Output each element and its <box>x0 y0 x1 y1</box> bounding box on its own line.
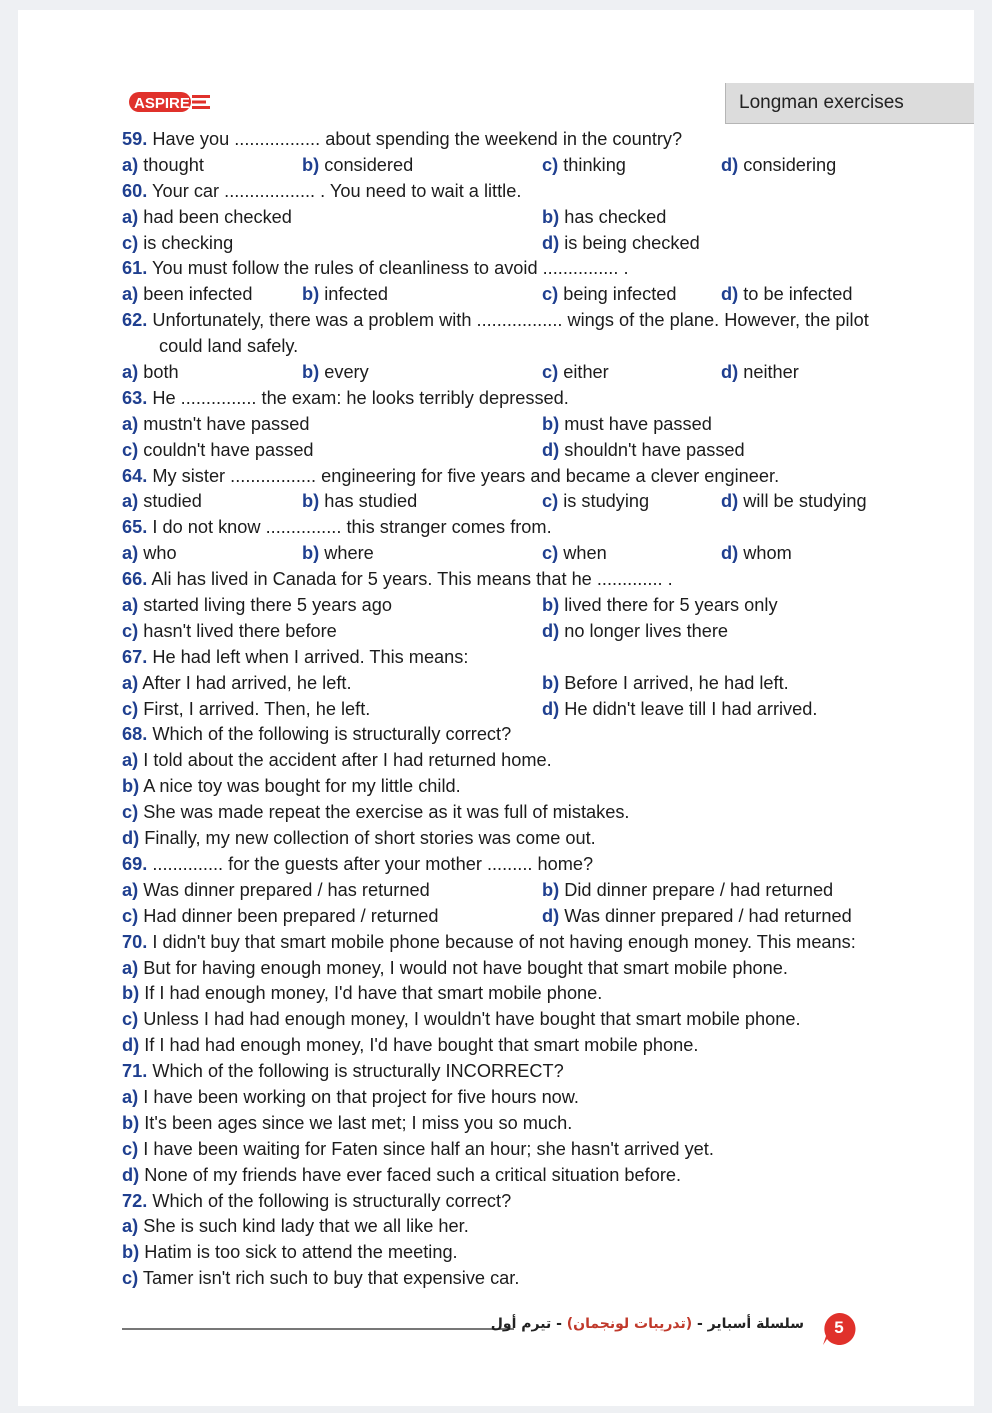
option-row <box>122 697 922 723</box>
question-text: .............. for the guests after your mother ......... home? <box>152 853 594 874</box>
option-letter: a) <box>122 543 139 564</box>
option-text: None of my friends have ever faced such a critical situation before. <box>144 1164 682 1185</box>
option-text: who <box>143 543 177 564</box>
footer-series: سلسلة أسباير - <box>697 1316 804 1332</box>
option-text: Finally, my new collection of short stories was come out. <box>144 828 596 849</box>
option-text: being infected <box>563 284 677 305</box>
option-text: is checking <box>143 232 234 253</box>
option-letter: c) <box>542 491 559 512</box>
option-text: If I had had enough money, I'd have bought that smart mobile phone. <box>144 1035 699 1056</box>
answer-option <box>542 360 609 386</box>
question <box>122 308 922 334</box>
option-row <box>122 800 922 826</box>
answer-option <box>542 541 607 567</box>
option-text: She is such kind lady that we all like her. <box>143 1216 469 1237</box>
question <box>122 464 922 490</box>
question-number: 62. <box>122 310 148 331</box>
option-text: considered <box>324 154 414 175</box>
question <box>122 386 922 412</box>
option-row <box>122 412 922 438</box>
option-text: I have been working on that project for five hours now. <box>143 1086 579 1107</box>
option-text: neither <box>743 362 799 383</box>
option-text: been infected <box>143 284 253 305</box>
question-text: Ali has lived in Canada for 5 years. This means that he ............. . <box>151 569 673 590</box>
option-row <box>122 1085 922 1111</box>
option-letter: b) <box>542 879 560 900</box>
answer-option <box>122 231 233 257</box>
answer-option <box>721 489 867 515</box>
option-letter: c) <box>122 439 139 460</box>
option-text: when <box>563 543 607 564</box>
answer-option <box>542 878 833 904</box>
option-text: is studying <box>563 491 650 512</box>
option-text: where <box>324 543 374 564</box>
answer-option <box>122 1033 698 1059</box>
option-text: has studied <box>324 491 418 512</box>
footer-term: - تيرم أول <box>490 1316 562 1332</box>
option-row <box>122 489 922 515</box>
option-row <box>122 153 922 179</box>
question <box>122 515 922 541</box>
option-text: Hatim is too sick to attend the meeting. <box>144 1242 458 1263</box>
answer-option <box>721 153 836 179</box>
option-letter: d) <box>542 698 560 719</box>
option-row <box>122 1033 922 1059</box>
option-letter: a) <box>122 284 139 305</box>
option-row <box>122 826 922 852</box>
answer-option <box>302 153 413 179</box>
option-row <box>122 593 922 619</box>
option-text: hasn't lived there before <box>143 620 337 641</box>
answer-option <box>122 1163 681 1189</box>
option-text: both <box>143 362 179 383</box>
option-letter: b) <box>542 595 560 616</box>
answer-option <box>542 412 712 438</box>
question-number: 66. <box>122 569 148 590</box>
question <box>122 179 922 205</box>
option-text: But for having enough money, I would not have bought that smart mobile phone. <box>143 957 788 978</box>
question-number: 64. <box>122 465 148 486</box>
answer-option <box>122 826 596 852</box>
question-text: You must follow the rules of cleanliness to avoid ............... . <box>152 258 629 279</box>
answer-option <box>542 697 817 723</box>
question-text: Which of the following is structurally correct? <box>152 1190 512 1211</box>
option-letter: c) <box>542 154 559 175</box>
option-row <box>122 1111 922 1137</box>
answer-option <box>122 1007 801 1033</box>
option-text: Tamer isn't rich such to buy that expensive car. <box>142 1268 520 1289</box>
answer-option <box>721 360 799 386</box>
question <box>122 1059 922 1085</box>
option-letter: d) <box>721 154 739 175</box>
option-row <box>122 1266 922 1292</box>
option-row <box>122 904 922 930</box>
question-text: Which of the following is structurally INCORRECT? <box>152 1061 564 1082</box>
answer-option <box>542 671 789 697</box>
option-row <box>122 360 922 386</box>
question <box>122 722 922 748</box>
question-number: 70. <box>122 931 148 952</box>
option-text: Did dinner prepare / had returned <box>564 879 834 900</box>
answer-option <box>122 412 309 438</box>
option-letter: a) <box>122 362 139 383</box>
question-text: I didn't buy that smart mobile phone because of not having enough money. This means: <box>152 931 856 952</box>
answer-option <box>122 1085 579 1111</box>
answer-option <box>122 1266 519 1292</box>
option-row <box>122 1137 922 1163</box>
option-text: will be studying <box>743 491 867 512</box>
option-letter: a) <box>122 413 139 434</box>
option-letter: d) <box>122 828 140 849</box>
answer-option <box>122 904 438 930</box>
option-row <box>122 774 922 800</box>
option-row <box>122 671 922 697</box>
option-text: Before I arrived, he had left. <box>564 672 789 693</box>
footer-divider <box>122 1328 514 1330</box>
option-letter: c) <box>122 905 139 926</box>
option-letter: a) <box>122 879 139 900</box>
question-number: 69. <box>122 853 148 874</box>
question-text: Unfortunately, there was a problem with ................. wings of the plane. However, the pilot <box>152 310 869 331</box>
answer-option <box>122 956 788 982</box>
answer-option <box>721 541 792 567</box>
option-letter: d) <box>721 491 739 512</box>
option-text: to be infected <box>743 284 853 305</box>
question-number: 67. <box>122 646 148 667</box>
answer-option <box>122 671 352 697</box>
answer-option <box>122 981 602 1007</box>
answer-option <box>122 205 292 231</box>
question-text: Have you ................. about spending the weekend in the country? <box>152 129 683 149</box>
option-letter: b) <box>542 672 560 693</box>
answer-option <box>122 593 392 619</box>
option-text: studied <box>143 491 202 512</box>
option-text: A nice toy was bought for my little child. <box>143 776 461 797</box>
option-letter: a) <box>122 154 139 175</box>
option-letter: b) <box>542 413 560 434</box>
option-letter: b) <box>302 154 320 175</box>
option-text: mustn't have passed <box>143 413 310 434</box>
answer-option <box>542 153 626 179</box>
option-text: I told about the accident after I had returned home. <box>143 750 552 771</box>
option-row <box>122 878 922 904</box>
exercise-list <box>122 127 922 1292</box>
option-letter: b) <box>122 983 140 1004</box>
option-row <box>122 956 922 982</box>
option-row <box>122 619 922 645</box>
option-letter: d) <box>542 905 560 926</box>
answer-option <box>122 1240 458 1266</box>
option-text: If I had enough money, I'd have that smart mobile phone. <box>144 983 603 1004</box>
option-letter: b) <box>122 1112 140 1133</box>
option-letter: b) <box>302 284 320 305</box>
option-letter: d) <box>721 362 739 383</box>
option-letter: c) <box>542 284 559 305</box>
answer-option <box>122 1214 469 1240</box>
answer-option <box>542 231 700 257</box>
question <box>122 645 922 671</box>
option-letter: a) <box>122 1086 139 1107</box>
option-text: shouldn't have passed <box>564 439 745 460</box>
option-text: I have been waiting for Faten since half an hour; she hasn't arrived yet. <box>143 1138 714 1159</box>
option-row <box>122 748 922 774</box>
option-text: She was made repeat the exercise as it was full of mistakes. <box>143 802 630 823</box>
option-text: It's been ages since we last met; I miss you so much. <box>144 1112 573 1133</box>
option-row <box>122 981 922 1007</box>
option-letter: c) <box>122 698 139 719</box>
answer-option <box>122 489 202 515</box>
answer-option <box>302 489 417 515</box>
option-letter: d) <box>542 232 560 253</box>
option-letter: b) <box>122 776 140 797</box>
option-row <box>122 231 922 257</box>
option-letter: c) <box>122 1009 139 1030</box>
option-letter: a) <box>122 957 139 978</box>
question-number: 71. <box>122 1061 148 1082</box>
question-number: 60. <box>122 180 148 201</box>
option-letter: a) <box>122 595 139 616</box>
option-text: thinking <box>563 154 626 175</box>
answer-option <box>122 438 314 464</box>
answer-option <box>122 541 177 567</box>
option-text: is being checked <box>564 232 700 253</box>
header-tab <box>725 83 974 124</box>
option-letter: b) <box>302 491 320 512</box>
option-letter: c) <box>122 232 139 253</box>
question-number: 63. <box>122 387 148 408</box>
answer-option <box>122 697 370 723</box>
question-text: My sister ................. engineering for five years and became a clever engineer. <box>152 465 780 486</box>
option-letter: b) <box>542 206 560 227</box>
option-letter: a) <box>122 206 139 227</box>
option-text: every <box>324 362 369 383</box>
answer-option <box>542 904 852 930</box>
answer-option <box>302 282 388 308</box>
aspire-logo <box>128 88 214 116</box>
option-letter: d) <box>721 543 739 564</box>
question <box>122 930 922 956</box>
option-text: had been checked <box>143 206 292 227</box>
option-text: couldn't have passed <box>143 439 314 460</box>
option-letter: a) <box>122 491 139 512</box>
option-letter: b) <box>302 362 320 383</box>
option-letter: c) <box>122 620 139 641</box>
answer-option <box>542 619 728 645</box>
option-text: Unless I had had enough money, I wouldn't have bought that smart mobile phone. <box>143 1009 801 1030</box>
question <box>122 852 922 878</box>
option-row <box>122 1214 922 1240</box>
question-text: Which of the following is structurally correct? <box>152 724 512 745</box>
option-text: must have passed <box>564 413 712 434</box>
answer-option <box>122 360 179 386</box>
option-letter: b) <box>122 1242 140 1263</box>
header-tab-label: Longman exercises <box>739 92 904 113</box>
question-continuation: could land safely. <box>159 336 299 357</box>
option-text: either <box>563 362 609 383</box>
footer-caption <box>490 1316 804 1342</box>
option-letter: d) <box>542 439 560 460</box>
option-text: First, I arrived. Then, he left. <box>143 698 371 719</box>
option-text: infected <box>324 284 388 305</box>
option-text: Was dinner prepared / has returned <box>143 879 430 900</box>
option-text: lived there for 5 years only <box>564 595 778 616</box>
answer-option <box>542 205 666 231</box>
answer-option <box>122 153 204 179</box>
question-text: Your car .................. . You need to wait a little. <box>152 180 522 201</box>
option-row <box>122 1007 922 1033</box>
option-letter: c) <box>542 362 559 383</box>
question <box>122 127 922 153</box>
question-text: He had left when I arrived. This means: <box>152 646 469 667</box>
question <box>122 256 922 282</box>
option-letter: d) <box>542 620 560 641</box>
answer-option <box>122 800 629 826</box>
footer-highlight: (تدريبات لونجمان) <box>566 1316 693 1332</box>
brand-text: ASPIRE <box>134 95 190 112</box>
answer-option <box>721 282 852 308</box>
page-number: 5 <box>834 1318 844 1337</box>
question <box>122 567 922 593</box>
answer-option <box>122 1111 572 1137</box>
option-text: thought <box>143 154 204 175</box>
option-letter: c) <box>122 1268 139 1289</box>
question-number: 65. <box>122 517 148 538</box>
answer-option <box>122 878 430 904</box>
answer-option <box>542 438 745 464</box>
answer-option <box>302 360 369 386</box>
option-letter: d) <box>721 284 739 305</box>
option-text: whom <box>743 543 792 564</box>
answer-option <box>122 619 337 645</box>
option-letter: d) <box>122 1164 140 1185</box>
option-text: no longer lives there <box>564 620 729 641</box>
option-letter: a) <box>122 750 139 771</box>
option-letter: c) <box>122 1138 139 1159</box>
answer-option <box>542 489 649 515</box>
option-row <box>122 438 922 464</box>
option-row <box>122 205 922 231</box>
option-text: Was dinner prepared / had returned <box>564 905 852 926</box>
question-text: I do not know ............... this stranger comes from. <box>152 517 552 538</box>
option-text: He didn't leave till I had arrived. <box>564 698 818 719</box>
option-letter: a) <box>122 672 139 693</box>
answer-option <box>302 541 374 567</box>
option-row <box>122 541 922 567</box>
answer-option <box>542 282 677 308</box>
answer-option <box>122 1137 714 1163</box>
option-text: After I had arrived, he left. <box>142 672 352 693</box>
question-number: 61. <box>122 258 148 279</box>
question-number: 59. <box>122 129 148 149</box>
option-letter: c) <box>542 543 559 564</box>
option-letter: d) <box>122 1035 140 1056</box>
option-letter: b) <box>302 543 320 564</box>
question-number: 68. <box>122 724 148 745</box>
question <box>122 1189 922 1215</box>
answer-option <box>122 282 252 308</box>
answer-option <box>122 748 552 774</box>
option-text: considering <box>743 154 837 175</box>
option-letter: a) <box>122 1216 139 1237</box>
answer-option <box>542 593 778 619</box>
question-text: He ............... the exam: he looks terribly depressed. <box>152 387 569 408</box>
answer-option <box>122 774 461 800</box>
option-row <box>122 282 922 308</box>
option-text: started living there 5 years ago <box>143 595 392 616</box>
question-number: 72. <box>122 1190 148 1211</box>
option-text: has checked <box>564 206 667 227</box>
option-row <box>122 1163 922 1189</box>
option-row <box>122 1240 922 1266</box>
option-text: Had dinner been prepared / returned <box>143 905 439 926</box>
option-letter: c) <box>122 802 139 823</box>
